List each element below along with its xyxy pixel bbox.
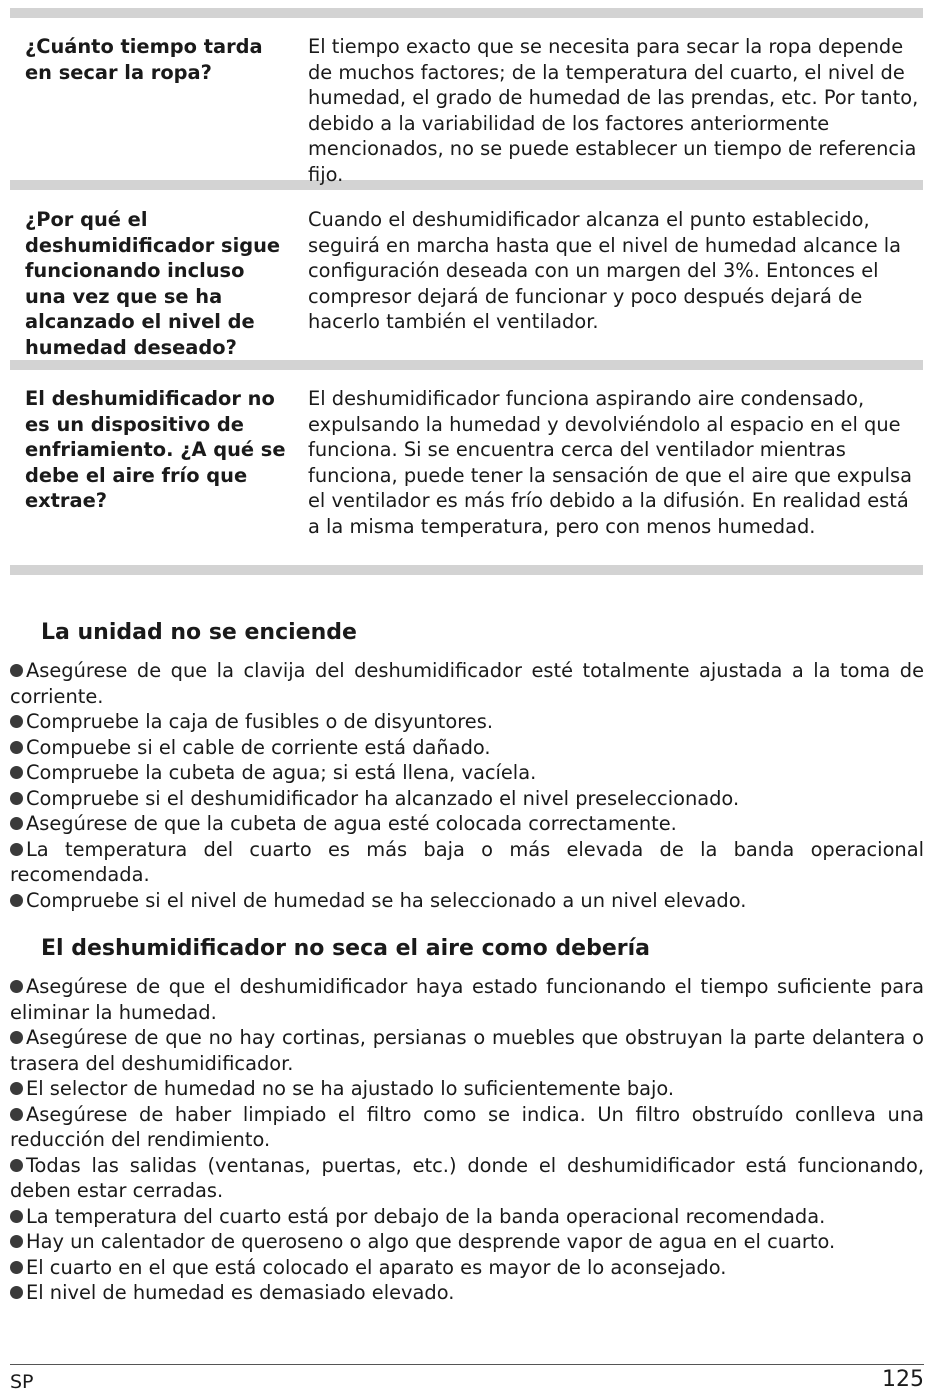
list-item-text: Compruebe la caja de fusibles o de disyuntores. bbox=[26, 710, 493, 733]
list-item bbox=[10, 1102, 924, 1153]
bullet-icon bbox=[10, 843, 23, 856]
bullet-icon bbox=[10, 792, 23, 805]
bullet-icon bbox=[10, 1082, 23, 1095]
troubleshoot-section-no-power bbox=[10, 618, 924, 913]
section-title: El deshumidificador no seca el aire como debería bbox=[41, 936, 650, 961]
faq-row bbox=[10, 190, 923, 360]
list-item-text: Asegúrese de que el deshumidificador haya estado funcionando el tiempo suficiente para eliminar la humedad. bbox=[10, 975, 924, 1024]
list-item-text: La temperatura del cuarto es más baja o más elevada de la banda operacional recomendada. bbox=[10, 837, 924, 886]
bullet-icon bbox=[10, 980, 23, 993]
bullet-icon bbox=[10, 1159, 23, 1172]
list-item bbox=[10, 1076, 924, 1102]
list-item bbox=[10, 1025, 924, 1076]
list-item bbox=[10, 1229, 924, 1255]
list-item-text: Todas las salidas (ventanas, puertas, etc.) donde el deshumidificador está funcionando, deben estar cerradas. bbox=[10, 1153, 924, 1202]
faq-answer: El tiempo exacto que se necesita para secar la ropa depende de muchos factores; de la temperatura del cuarto, el nivel de humedad, el grado de humedad de las prendas, etc. Por tanto, debido a la variabilidad de los factores anteriormente mencionados, no se puede establecer un tiempo de referencia fijo. bbox=[308, 35, 919, 186]
list-item bbox=[10, 709, 924, 735]
list-item-text: Compruebe si el nivel de humedad se ha seleccionado a un nivel elevado. bbox=[26, 888, 747, 912]
faq-answer: El deshumidificador funciona aspirando aire condensado, expulsando la humedad y devolviéndolo al espacio en el que funciona. Si se encuentra cerca del ventilador mientras funciona, puede tener la sensación de que el aire que expulsa el ventilador es más frío debido a la difusión. En realidad está a la misma temperatura, pero con menos humedad. bbox=[308, 387, 912, 538]
list-item-text: La temperatura del cuarto está por debajo de la banda operacional recomendada. bbox=[26, 1204, 826, 1228]
list-item bbox=[10, 735, 924, 761]
faq-answer: Cuando el deshumidificador alcanza el punto establecido, seguirá en marcha hasta que el nivel de humedad alcance la configuración deseada con un margen del 3%. Entonces el compresor dejará de funcionar y poco después dejará de hacerlo también el ventilador. bbox=[308, 208, 902, 333]
faq-row bbox=[10, 370, 923, 565]
list-item-text: Hay un calentador de queroseno o algo que desprende vapor de agua en el cuarto. bbox=[26, 1230, 836, 1253]
list-item-text: El nivel de humedad es demasiado elevado. bbox=[26, 1281, 455, 1304]
list-item-text: Asegúrese de que no hay cortinas, persianas o muebles que obstruyan la parte delantera o trasera del deshumidificador. bbox=[10, 1026, 924, 1075]
table-divider bbox=[10, 180, 923, 190]
list-item bbox=[10, 1204, 924, 1230]
list-item bbox=[10, 760, 924, 786]
bullet-icon bbox=[10, 1286, 23, 1299]
bullet-list bbox=[10, 974, 924, 1306]
bullet-icon bbox=[10, 664, 23, 677]
list-item-text: El selector de humedad no se ha ajustado lo suficientemente bajo. bbox=[26, 1077, 675, 1100]
list-item-text: Asegúrese de que la clavija del deshumidificador esté totalmente ajustada a la toma de corriente. bbox=[10, 659, 924, 708]
faq-table bbox=[10, 8, 923, 575]
faq-question: ¿Cuánto tiempo tarda en secar la ropa? bbox=[25, 35, 263, 84]
faq-question: ¿Por qué el deshumidificador sigue funcionando incluso una vez que se ha alcanzado el nivel de humedad deseado? bbox=[25, 208, 281, 359]
bullet-icon bbox=[10, 741, 23, 754]
list-item-text: Asegúrese de que la cubeta de agua esté colocada correctamente. bbox=[26, 812, 677, 835]
list-item bbox=[10, 888, 924, 914]
list-item-text: Compruebe la cubeta de agua; si está llena, vacíela. bbox=[26, 761, 537, 784]
list-item bbox=[10, 1280, 924, 1306]
bullet-icon bbox=[10, 1108, 23, 1121]
table-divider bbox=[10, 565, 923, 575]
bullet-icon bbox=[10, 715, 23, 728]
list-item-text: Asegúrese de haber limpiado el filtro como se indica. Un filtro obstruído conlleva una reducción del rendimiento. bbox=[10, 1102, 924, 1151]
footer-language: SP bbox=[10, 1371, 34, 1393]
list-item bbox=[10, 1255, 924, 1281]
list-item bbox=[10, 786, 924, 812]
footer-divider bbox=[10, 1364, 924, 1365]
bullet-icon bbox=[10, 1261, 23, 1274]
section-title: La unidad no se enciende bbox=[41, 620, 357, 645]
bullet-icon bbox=[10, 1031, 23, 1044]
bullet-icon bbox=[10, 1235, 23, 1248]
list-item bbox=[10, 1153, 924, 1204]
list-item bbox=[10, 658, 924, 709]
list-item bbox=[10, 811, 924, 837]
page-number: 125 bbox=[882, 1367, 924, 1392]
list-item bbox=[10, 974, 924, 1025]
faq-row bbox=[10, 18, 923, 186]
list-item-text: Compuebe si el cable de corriente está dañado. bbox=[26, 735, 491, 759]
bullet-icon bbox=[10, 1210, 23, 1223]
list-item-text: El cuarto en el que está colocado el aparato es mayor de lo aconsejado. bbox=[26, 1255, 727, 1279]
troubleshoot-section-not-drying bbox=[10, 934, 924, 1306]
bullet-list bbox=[10, 658, 924, 913]
faq-question: El deshumidificador no es un dispositivo de enfriamiento. ¿A qué se debe el aire frío que extrae? bbox=[25, 387, 286, 512]
list-item bbox=[10, 837, 924, 888]
bullet-icon bbox=[10, 766, 23, 779]
table-divider bbox=[10, 8, 923, 18]
list-item-text: Compruebe si el deshumidificador ha alcanzado el nivel preseleccionado. bbox=[26, 786, 740, 810]
bullet-icon bbox=[10, 817, 23, 830]
table-divider bbox=[10, 360, 923, 370]
bullet-icon bbox=[10, 894, 23, 907]
